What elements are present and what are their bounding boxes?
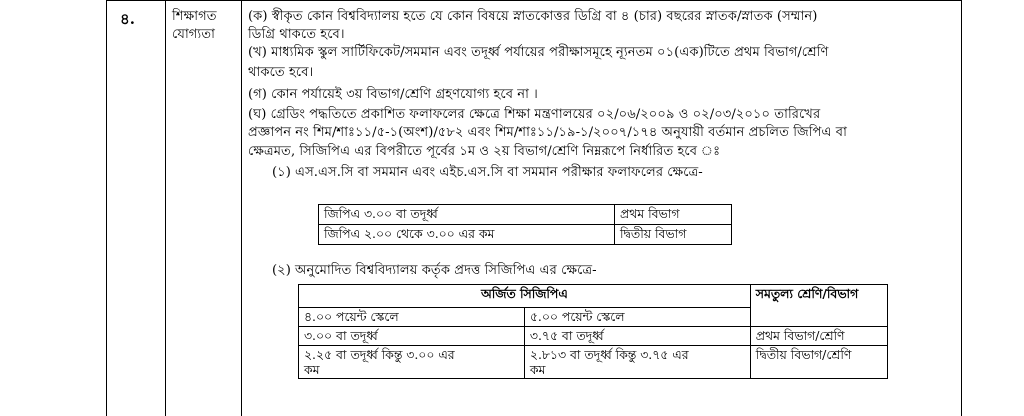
sub-clause-2-heading: (২) অনুমোদিত বিশ্ববিদ্যালয় কর্তৃক প্রদত্ত সিজিপিএ এর ক্ষেত্রে- [272,263,597,278]
table-right-border [961,0,962,416]
clause-ka-line1: (ক) স্বীকৃত কোন বিশ্ববিদ্যালয় হতে যে কোন বিষয়ে স্নাতকোত্তর ডিগ্রি বা ৪ (চার) বছরের স্নাতক/স্নাতক (সম্মান) [248,9,818,24]
table-row [299,327,888,346]
clause-gha-line2: প্রজ্ঞাপন নং শিম/শাঃ১১/৫-১(অংশ)/৫৮২ এবং শিম/শাঃ১১/১৯-১/২০০৭/১৭৪ অনুযায়ী বর্তমান প্রচলিত জিপিএ বা [248,125,847,140]
sub-clause-1-heading: (১) এস.এস.সি বা সমমান এবং এইচ.এস.সি বা সমমান পরীক্ষার ফলাফলের ক্ষেত্রে- [272,165,703,180]
scale-4-header: ৪.০০ পয়েন্ট স্কেলে [299,308,525,327]
cell-line: ২.২৫ বা তদূর্ধ্ব কিন্তু ৩.০০ এর [304,347,455,362]
serial-number: ৪. [120,10,135,28]
table-left-border [106,0,107,416]
ssc-hsc-gpa-table [318,204,732,245]
clause-gha-line3: ক্ষেত্রমত, সিজিপিএ এর বিপরীতে পূর্বের ১ম ও ২য় বিভাগ/শ্রেণি নিম্নরূপে নির্ধারিত হবে ঃ [248,144,721,159]
clause-kha-line1: (খ) মাধ্যমিক স্কুল সার্টিফিকেট/সমমান এবং তদূর্ধ্ব পর্যায়ের পরীক্ষাসমূহে ন্যূনতম ০১(এক)টিতে প্রথম বিভাগ/শ্রেণি [248,45,829,60]
table-cell: ৩.০০ বা তদূর্ধ্ব [299,327,525,346]
table-cell: জিপিএ ৩.০০ বা তদূর্ধ্ব [319,205,615,225]
table-cell: ৩.৭৫ বা তদূর্ধ্ব [524,327,750,346]
clause-kha-line2: থাকতে হবে। [248,65,314,80]
clause-ga-line1: (গ) কোন পর্যায়েই ৩য় বিভাগ/শ্রেণি গ্রহণযোগ্য হবে না । [248,87,538,102]
column-header-cgpa: অর্জিত সিজিপিএ [299,285,751,308]
cell-line: ২.৮১৩ বা তদূর্ধ্ব কিন্তু ৩.৭৫ এর [529,347,689,362]
scale-5-header: ৫.০০ পয়েন্ট স্কেলে [524,308,750,327]
qualification-label-line2: যোগ্যতা [172,27,215,42]
table-row [319,205,732,225]
column-divider-1 [165,0,166,416]
table-cell: প্রথম বিভাগ/শ্রেণি [750,327,887,346]
table-cell: দ্বিতীয় বিভাগ [615,225,732,245]
cgpa-equivalence-table [298,284,888,379]
cell-line: কম [529,362,546,377]
table-cell: দ্বিতীয় বিভাগ/শ্রেণি [750,346,887,379]
table-cell: জিপিএ ২.০০ থেকে ৩.০০ এর কম [319,225,615,245]
cell-line: কম [304,362,320,377]
table-cell [524,346,750,379]
table-top-border [106,0,962,1]
table-header-row [299,285,888,308]
qualification-label-line1: শিক্ষাগত [172,9,217,24]
clause-gha-line1: (ঘ) গ্রেডিং পদ্ধতিতে প্রকাশিত ফলাফলের ক্ষেত্রে শিক্ষা মন্ত্রণালয়ের ০২/০৬/২০০৯ ও ০২/০৩/২০১০ তারিখের [248,107,821,122]
table-cell: প্রথম বিভাগ [615,205,732,225]
table-row [319,225,732,245]
table-cell [299,346,525,379]
table-row [299,346,888,379]
column-divider-2 [241,0,242,416]
clause-ka-line2: ডিগ্রি থাকতে হবে। [248,27,345,42]
column-header-equivalent-division: সমতুল্য শ্রেণি/বিভাগ [750,285,887,327]
